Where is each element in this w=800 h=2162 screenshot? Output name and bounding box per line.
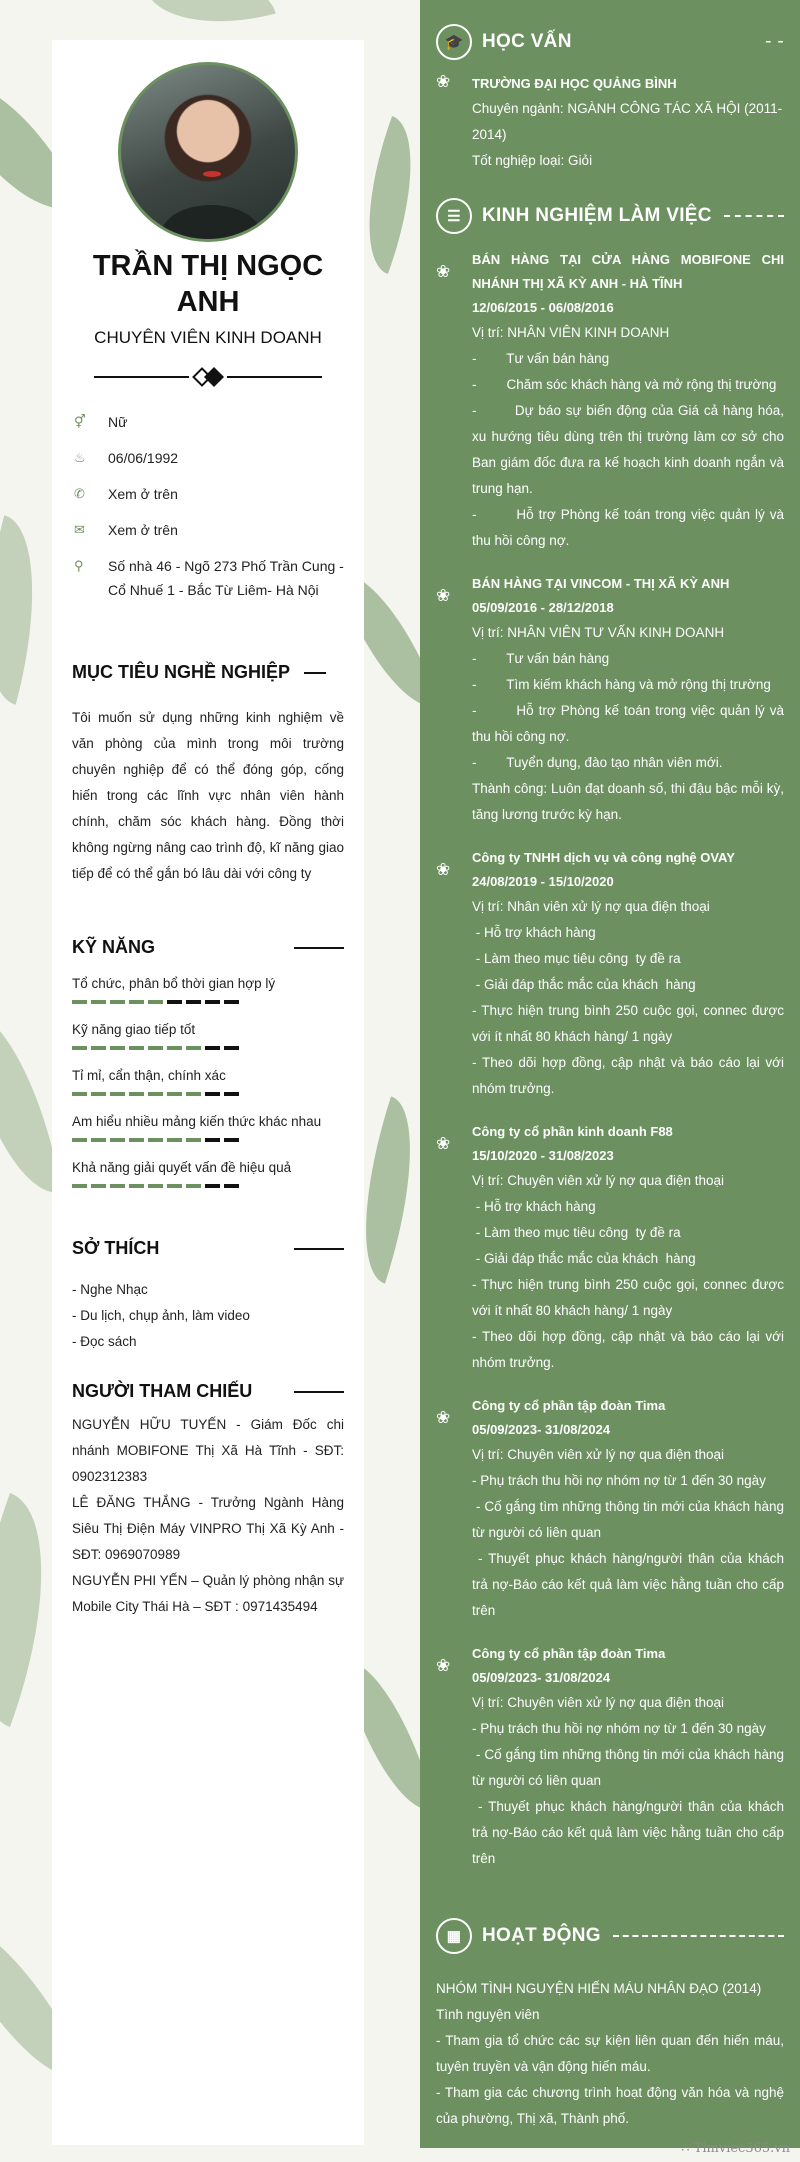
skill-segment: [167, 1046, 182, 1050]
skill-segment: [148, 1138, 163, 1142]
skill-segment: [205, 1046, 220, 1050]
job-entry: [436, 1394, 788, 1624]
profile-name: TRẦN THỊ NGỌC ANH: [92, 250, 324, 318]
skill-item: [72, 1156, 344, 1188]
job-detail: - Cố gắng tìm những thông tin mới của khách hàng từ người có liên quan: [472, 1747, 788, 1788]
skill-segment: [186, 1138, 201, 1142]
job-detail: - Thuyết phục khách hàng/người thân của khách trả nợ-Báo cáo kết quả làm việc hằng tuần cho cấp trên: [472, 1799, 788, 1866]
hobbies-list: [72, 1277, 344, 1355]
skill-segment: [72, 1000, 87, 1004]
job-detail: - Thực hiện trung bình 250 cuộc gọi, connec được với ít nhất 80 khách hàng/ 1 ngày: [472, 1003, 788, 1044]
profile-title: CHUYÊN VIÊN KINH DOANH: [94, 328, 322, 347]
skill-label: Kỹ năng giao tiếp tốt: [72, 1022, 196, 1037]
skill-segment: [224, 1000, 239, 1004]
job-detail: - Tư vấn bán hàng: [472, 351, 610, 366]
footer-watermark: ∴ Timviec365.vn: [681, 2141, 790, 2156]
flower-icon: ❀: [436, 72, 451, 91]
skill-item: [72, 1110, 344, 1142]
job-detail: Vị trí: Nhân viên xử lý nợ qua điện thoại: [472, 899, 710, 914]
skill-segment: [167, 1184, 182, 1188]
job-detail: - Thực hiện trung bình 250 cuộc gọi, connec được với ít nhất 80 khách hàng/ 1 ngày: [472, 1277, 788, 1318]
job-entry: [436, 1642, 788, 1872]
skill-segment: [186, 1046, 201, 1050]
skill-segment: [224, 1184, 239, 1188]
info-phone: ✆ Xem ở trên: [72, 482, 344, 506]
skill-segment: [129, 1138, 144, 1142]
skill-item: [72, 1064, 344, 1096]
skill-segment: [148, 1046, 163, 1050]
skill-level-bar: [72, 1184, 344, 1188]
skill-segment: [91, 1138, 106, 1142]
mail-icon: ✉: [74, 522, 85, 537]
leaf-decoration: [144, 0, 275, 45]
job-detail: - Theo dõi hợp đồng, cập nhật và báo cáo lại với nhóm trưởng.: [472, 1329, 788, 1370]
skill-level-bar: [72, 1138, 344, 1142]
skill-segment: [167, 1000, 182, 1004]
skill-segment: [205, 1184, 220, 1188]
skill-label: Am hiểu nhiều mảng kiến thức khác nhau: [72, 1114, 322, 1129]
job-detail: Thành công: Luôn đạt doanh số, thi đậu bậc mỗi kỳ, tăng lương trước kỳ hạn.: [472, 781, 788, 822]
job-detail: - Làm theo mục tiêu công ty đề ra: [472, 1225, 681, 1240]
job-detail: Vị trí: Chuyên viên xử lý nợ qua điện thoại: [472, 1447, 725, 1462]
job-company: Công ty TNHH dịch vụ và công nghệ OVAY: [472, 850, 735, 865]
job-detail: - Tuyển dụng, đào tạo nhân viên mới.: [472, 755, 723, 770]
cake-icon: ♨: [74, 450, 86, 465]
job-company: Công ty cổ phần tập đoàn Tima: [472, 1398, 666, 1413]
flower-icon: ❀: [436, 1656, 451, 1675]
info-gender: ⚥ Nữ: [72, 410, 344, 434]
references-text: NGUYỄN HỮU TUYẾN - Giám Đốc chi nhánh MOBIFONE Thị Xã Hà Tĩnh - SĐT: 0902312383 LÊ ĐĂNG THẮNG - Trưởng Ngành Hàng Siêu Thị Điện Máy VINPRO Thị Xã Kỳ Anh - SĐT: 0969070989 NGUYỄN PHI YẾN – Quản lý phòng nhận sự Mobile City Thái Hà – SĐT : 0971435494: [72, 1417, 344, 1614]
job-period: 24/08/2019 - 15/10/2020: [472, 874, 614, 889]
job-detail: - Cố gắng tìm những thông tin mới của khách hàng từ người có liên quan: [472, 1499, 788, 1540]
list-item: - Đọc sách: [72, 1334, 137, 1349]
job-detail: - Chăm sóc khách hàng và mở rộng thị trường: [472, 377, 777, 392]
job-period: 05/09/2023- 31/08/2024: [472, 1422, 611, 1437]
skill-segment: [205, 1000, 220, 1004]
book-icon: ☰: [436, 198, 472, 234]
job-detail: - Hỗ trợ khách hàng: [472, 1199, 596, 1214]
list-item: - Nghe Nhạc: [72, 1282, 148, 1297]
job-company: BÁN HÀNG TẠI CỬA HÀNG MOBIFONE CHI NHÁNH THỊ XÃ KỲ ANH - HÀ TĨNH: [472, 252, 784, 291]
objective-heading: MỤC TIÊU NGHỀ NGHIỆP: [72, 662, 344, 683]
skill-segment: [186, 1092, 201, 1096]
flower-icon: ❀: [436, 1134, 451, 1153]
flower-icon: ❀: [436, 860, 451, 879]
job-detail: - Giải đáp thắc mắc của khách hàng: [472, 1251, 696, 1266]
skill-segment: [224, 1138, 239, 1142]
hobbies-heading: SỞ THÍCH: [72, 1238, 344, 1259]
right-column: [420, 0, 800, 2148]
skill-segment: [224, 1092, 239, 1096]
skills-list: [72, 972, 344, 1188]
job-company: BÁN HÀNG TẠI VINCOM - THỊ XÃ KỲ ANH: [472, 576, 730, 591]
skill-level-bar: [72, 1092, 344, 1096]
skill-segment: [148, 1184, 163, 1188]
info-email: ✉ Xem ở trên: [72, 518, 344, 542]
job-company: Công ty cổ phần kinh doanh F88: [472, 1124, 673, 1139]
education-heading: 🎓 HỌC VẤN - -: [436, 22, 784, 62]
phone-icon: ✆: [74, 486, 85, 501]
skill-segment: [186, 1000, 201, 1004]
avatar: [118, 62, 298, 242]
skill-segment: [91, 1000, 106, 1004]
skill-segment: [129, 1000, 144, 1004]
flower-icon: ❀: [436, 586, 451, 605]
job-detail: - Tư vấn bán hàng: [472, 651, 610, 666]
job-detail: Vị trí: Chuyên viên xử lý nợ qua điện thoại: [472, 1695, 725, 1710]
job-detail: - Phụ trách thu hồi nợ nhóm nợ từ 1 đến 30 ngày: [472, 1473, 766, 1488]
job-detail: - Theo dõi hợp đồng, cập nhật và báo cáo lại với nhóm trưởng.: [472, 1055, 788, 1096]
job-entry: [436, 248, 788, 554]
job-detail: Vị trí: NHÂN VIÊN KINH DOANH: [472, 325, 670, 340]
job-detail: - Hỗ trợ Phòng kế toán trong việc quản lý và thu hồi công nợ.: [472, 703, 788, 744]
skill-segment: [205, 1138, 220, 1142]
skill-segment: [72, 1138, 87, 1142]
skill-segment: [186, 1184, 201, 1188]
job-detail: - Tìm kiếm khách hàng và mở rộng thị trường: [472, 677, 771, 692]
personal-info: [72, 410, 344, 602]
activities-list: NHÓM TÌNH NGUYỆN HIẾN MÁU NHÂN ĐẠO (2014) Tình nguyện viên - Tham gia tổ chức các sự kiện liên quan đến hiến máu, tuyên truyền và vận động hiến máu. - Tham gia các chương trình hoạt động văn hóa và nghệ của phường, Thị xã, Thành phố.: [436, 1981, 784, 2126]
job-detail: - Thuyết phục khách hàng/người thân của khách trả nợ-Báo cáo kết quả làm việc hằng tuần cho cấp trên: [472, 1551, 788, 1618]
skills-heading: KỸ NĂNG: [72, 937, 344, 958]
skill-segment: [129, 1092, 144, 1096]
graduation-cap-icon: 🎓: [436, 24, 472, 60]
skill-segment: [224, 1046, 239, 1050]
skill-segment: [91, 1046, 106, 1050]
job-period: 15/10/2020 - 31/08/2023: [472, 1148, 614, 1163]
activities-heading: ▦ HOẠT ĐỘNG: [436, 1916, 784, 1956]
job-company: Công ty cổ phần tập đoàn Tima: [472, 1646, 666, 1661]
job-period: 12/06/2015 - 06/08/2016: [472, 300, 614, 315]
skill-segment: [72, 1046, 87, 1050]
skill-level-bar: [72, 1000, 344, 1004]
job-detail: - Dự báo sự biến động của Giá cả hàng hóa, xu hướng tiêu dùng trên thị trường làm cơ sở cho Ban giám đốc đưa ra kế hoạch kinh doanh ngắn và trung hạn.: [472, 403, 788, 496]
skill-segment: [110, 1046, 125, 1050]
job-entry: [436, 572, 788, 828]
left-column: [52, 40, 364, 2145]
experience-list: [436, 248, 788, 1872]
location-icon: ⚲: [74, 558, 84, 573]
job-detail: Vị trí: NHÂN VIÊN TƯ VẤN KINH DOANH: [472, 625, 725, 640]
skill-segment: [110, 1184, 125, 1188]
job-detail: Vị trí: Chuyên viên xử lý nợ qua điện thoại: [472, 1173, 725, 1188]
info-birthday: ♨ 06/06/1992: [72, 446, 344, 470]
skill-item: [72, 972, 344, 1004]
name-divider: [72, 370, 344, 384]
info-address: ⚲ Số nhà 46 - Ngõ 273 Phố Trần Cung - Cổ Nhuế 1 - Bắc Từ Liêm- Hà Nội: [72, 554, 344, 602]
job-detail: - Hỗ trợ Phòng kế toán trong việc quản lý và thu hồi công nợ.: [472, 507, 788, 548]
education-entry: ❀ TRƯỜNG ĐẠI HỌC QUẢNG BÌNH Chuyên ngành: NGÀNH CÔNG TÁC XÃ HỘI (2011-2014) Tốt nghiệp loại: Giỏi: [436, 72, 783, 168]
flower-icon: ❀: [436, 1408, 451, 1427]
job-entry: [436, 846, 788, 1102]
skill-label: Tổ chức, phân bổ thời gian hợp lý: [72, 976, 276, 991]
skill-segment: [110, 1000, 125, 1004]
skill-segment: [167, 1138, 182, 1142]
gender-icon: ⚥: [74, 414, 86, 429]
skill-segment: [148, 1092, 163, 1096]
job-detail: - Hỗ trợ khách hàng: [472, 925, 596, 940]
skill-segment: [129, 1046, 144, 1050]
job-detail: - Phụ trách thu hồi nợ nhóm nợ từ 1 đến 30 ngày: [472, 1721, 766, 1736]
job-period: 05/09/2016 - 28/12/2018: [472, 600, 614, 615]
skill-segment: [72, 1092, 87, 1096]
job-detail: - Giải đáp thắc mắc của khách hàng: [472, 977, 696, 992]
list-item: - Du lịch, chụp ảnh, làm video: [72, 1308, 250, 1323]
skill-label: Tỉ mỉ, cẩn thận, chính xác: [72, 1068, 226, 1083]
skill-segment: [72, 1184, 87, 1188]
skill-segment: [167, 1092, 182, 1096]
skill-segment: [91, 1184, 106, 1188]
skill-item: [72, 1018, 344, 1050]
skill-segment: [91, 1092, 106, 1096]
calendar-icon: ▦: [436, 1918, 472, 1954]
job-entry: [436, 1120, 788, 1376]
skill-level-bar: [72, 1046, 344, 1050]
flower-icon: ❀: [436, 262, 451, 281]
skill-label: Khả năng giải quyết vấn đề hiệu quả: [72, 1160, 292, 1175]
experience-heading: ☰ KINH NGHIỆM LÀM VIỆC: [436, 196, 784, 236]
skill-segment: [110, 1092, 125, 1096]
job-detail: - Làm theo mục tiêu công ty đề ra: [472, 951, 681, 966]
skill-segment: [205, 1092, 220, 1096]
skill-segment: [110, 1138, 125, 1142]
skill-segment: [148, 1000, 163, 1004]
references-heading: NGƯỜI THAM CHIẾU: [72, 1381, 344, 1402]
skill-segment: [129, 1184, 144, 1188]
objective-text: Tôi muốn sử dụng những kinh nghiệm về văn phòng của mình trong môi trường chuyên nghiệp để có thể đóng góp, cống hiến trong các lĩnh vực nhân viên hành chính, chăm sóc khách hàng. Đồng thời không ngừng nâng cao trình độ, kĩ năng giao tiếp để có thể gắn bó lâu dài với công ty: [72, 710, 344, 881]
job-period: 05/09/2023- 31/08/2024: [472, 1670, 611, 1685]
